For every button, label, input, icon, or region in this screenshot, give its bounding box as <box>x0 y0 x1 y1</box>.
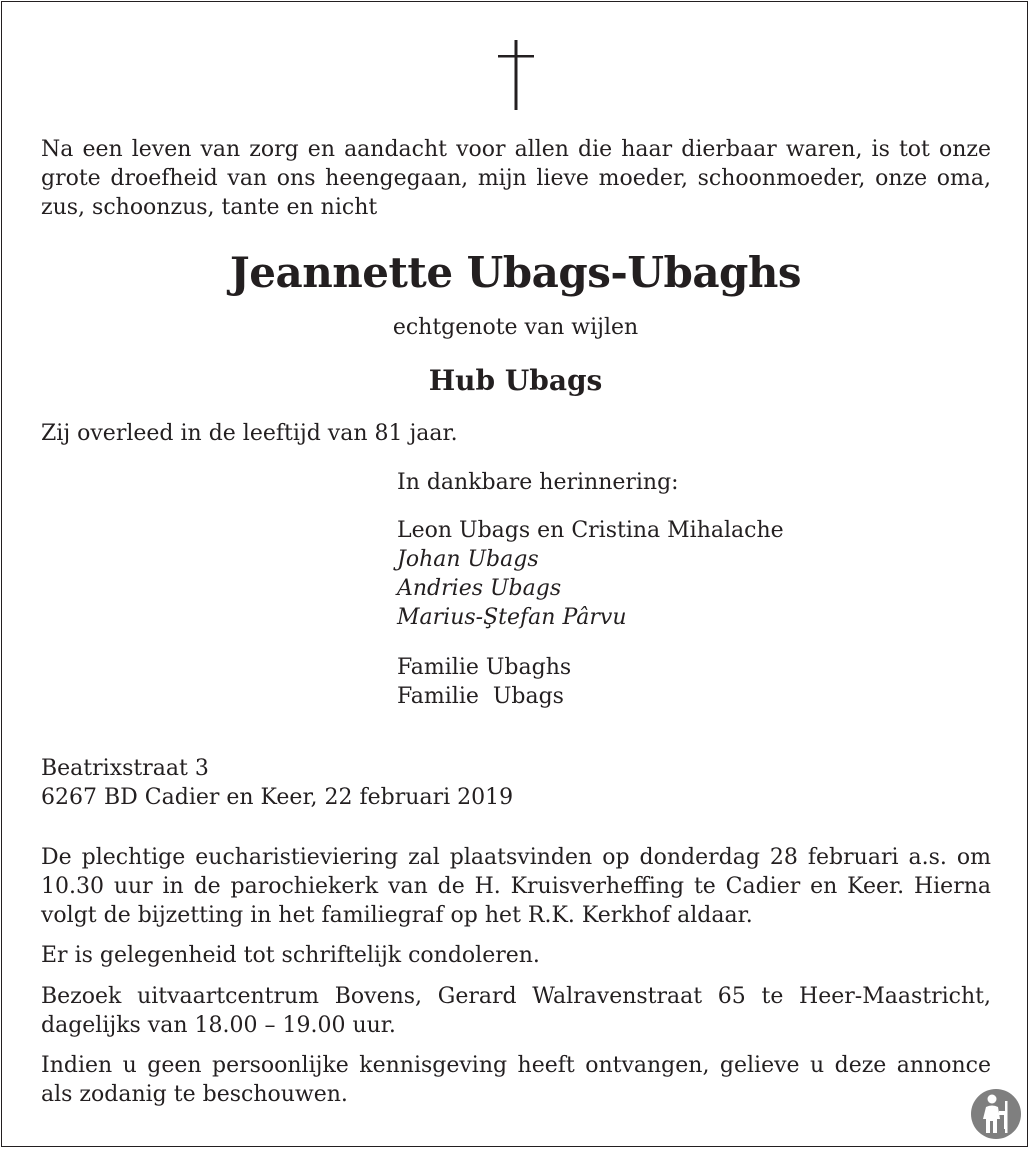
intro-text: Na een leven van zorg en aandacht voor allen die haar dierbaar waren, is tot onze grote droefheid van ons heengegaan, mijn lieve moeder, schoonmoeder, onze oma, zus, schoonzus, tante en nicht <box>41 137 991 220</box>
visit-text: Bezoek uitvaartcentrum Bovens, Gerard Walravenstraat 65 te Heer-Maastricht, dagelijks van 18.00 – 19.00 uur. <box>41 984 991 1038</box>
condolence-text: Er is gelegenheid tot schriftelijk condoleren. <box>41 943 540 968</box>
address-city-date: 6267 BD Cadier en Keer, 22 februari 2019 <box>41 785 514 810</box>
age-text: Zij overleed in de leeftijd van 81 jaar. <box>41 421 458 446</box>
spouse-name: Hub Ubags <box>428 364 603 397</box>
relatives-list <box>397 653 997 711</box>
family-member: Johan Ubags <box>397 547 539 572</box>
service-text: De plechtige eucharistieviering zal plaatsvinden op donderdag 28 februari a.s. om 10.30 uur in de parochiekerk van de H. Kruisverheffing te Cadier en Keer. Hierna volgt de bijzetting in het familiegraf op het R.K. Kerkhof aldaar. <box>41 845 991 928</box>
spouse-label: echtgenote van wijlen <box>392 315 639 340</box>
memorial-logo-icon <box>971 1089 1021 1139</box>
relative-family: Familie Ubags <box>397 684 564 709</box>
family-member: Leon Ubags en Cristina Mihalache <box>397 518 784 543</box>
notice-text: Indien u geen persoonlijke kennisgeving heeft ontvangen, gelieve u deze annonce als zodanig te beschouwen. <box>41 1053 991 1107</box>
deceased-name: Jeannette Ubags-Ubaghs <box>229 248 802 297</box>
family-member: Marius-Ştefan Pârvu <box>397 605 627 630</box>
memory-heading: In dankbare herinnering: <box>397 470 679 495</box>
cross-icon <box>498 40 534 110</box>
address <box>41 754 991 812</box>
family-member: Andries Ubags <box>397 576 562 601</box>
relative-family: Familie Ubaghs <box>397 655 572 680</box>
family-list <box>397 516 997 632</box>
address-street: Beatrixstraat 3 <box>41 756 209 781</box>
